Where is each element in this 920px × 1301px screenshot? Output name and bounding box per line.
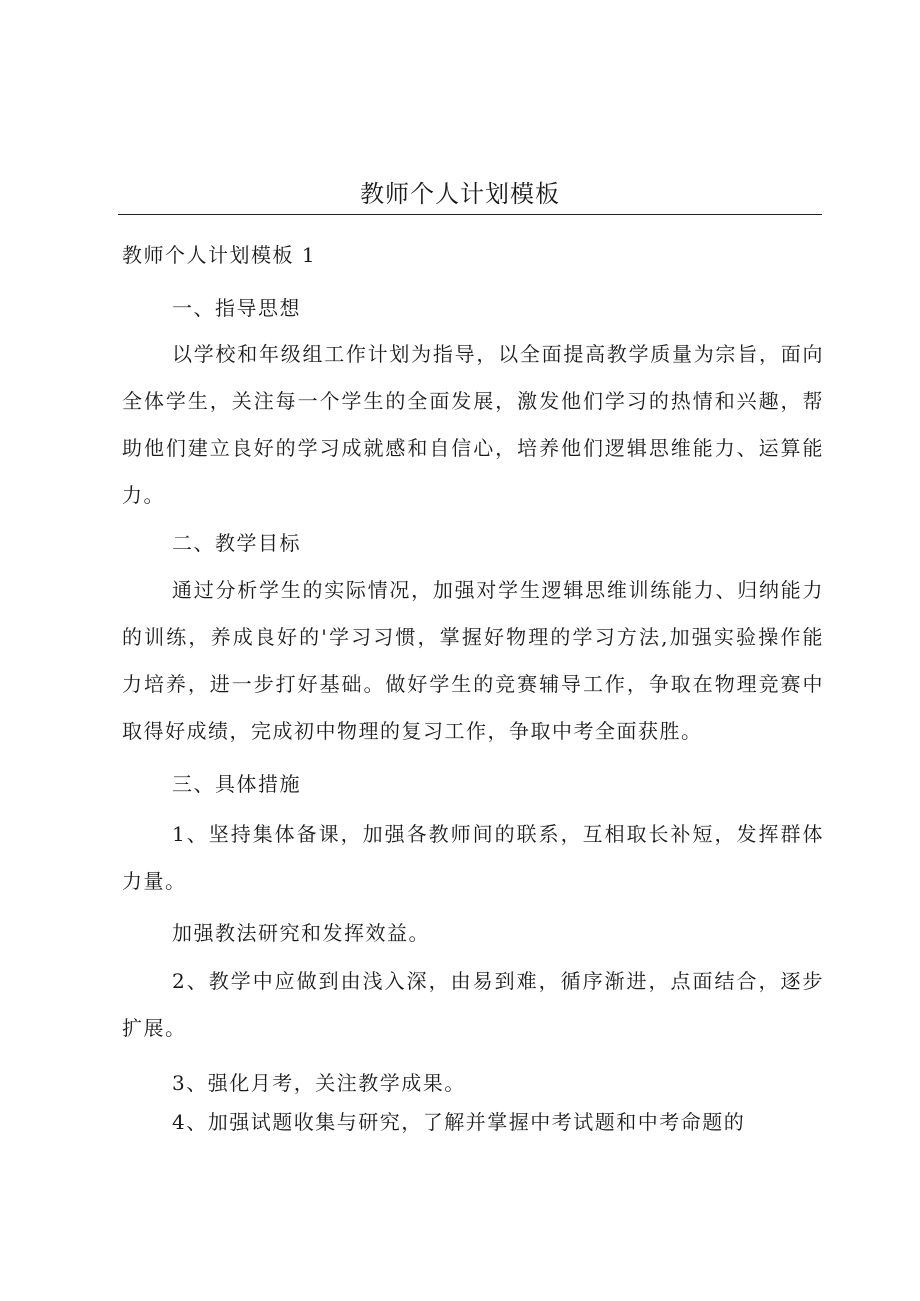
section-heading-measures: 三、具体措施 — [172, 772, 301, 796]
title-divider — [118, 214, 822, 215]
paragraph-teaching-goals: 通过分析学生的实际情况，加强对学生逻辑思维训练能力、归纳能力的训练，养成良好的'学习习惯，掌握好物理的学习方法,加强实验操作能力培养，进一步打好基础。做好学生的竞赛辅导工作，争取在物理竞赛中取得好成绩，完成初中物理的复习工作，争取中考全面获胜。 — [122, 578, 824, 743]
measure-item-4: 4、加强试题收集与研究，了解并掌握中考试题和中考命题的 — [172, 1110, 746, 1134]
measure-note: 加强教法研究和发挥效益。 — [172, 921, 430, 945]
section-heading-teaching-goals: 二、教学目标 — [172, 531, 301, 555]
section-heading-guiding-ideology: 一、指导思想 — [172, 296, 301, 320]
document-subtitle: 教师个人计划模板 1 — [122, 243, 317, 267]
measure-item-2: 2、教学中应做到由浅入深，由易到难，循序渐进，点面结合，逐步扩展。 — [122, 969, 824, 1040]
measure-item-3: 3、强化月考，关注教学成果。 — [172, 1071, 466, 1095]
paragraph-guiding-ideology: 以学校和年级组工作计划为指导，以全面提高教学质量为宗旨，面向全体学生，关注每一个学生的全面发展，激发他们学习的热情和兴趣，帮助他们建立良好的学习成就感和自信心，培养他们逻辑思维能力、运算能力。 — [122, 342, 824, 507]
measure-item-1: 1、坚持集体备课，加强各教师间的联系，互相取长补短，发挥群体力量。 — [122, 822, 824, 893]
document-title: 教师个人计划模板 — [360, 180, 560, 208]
